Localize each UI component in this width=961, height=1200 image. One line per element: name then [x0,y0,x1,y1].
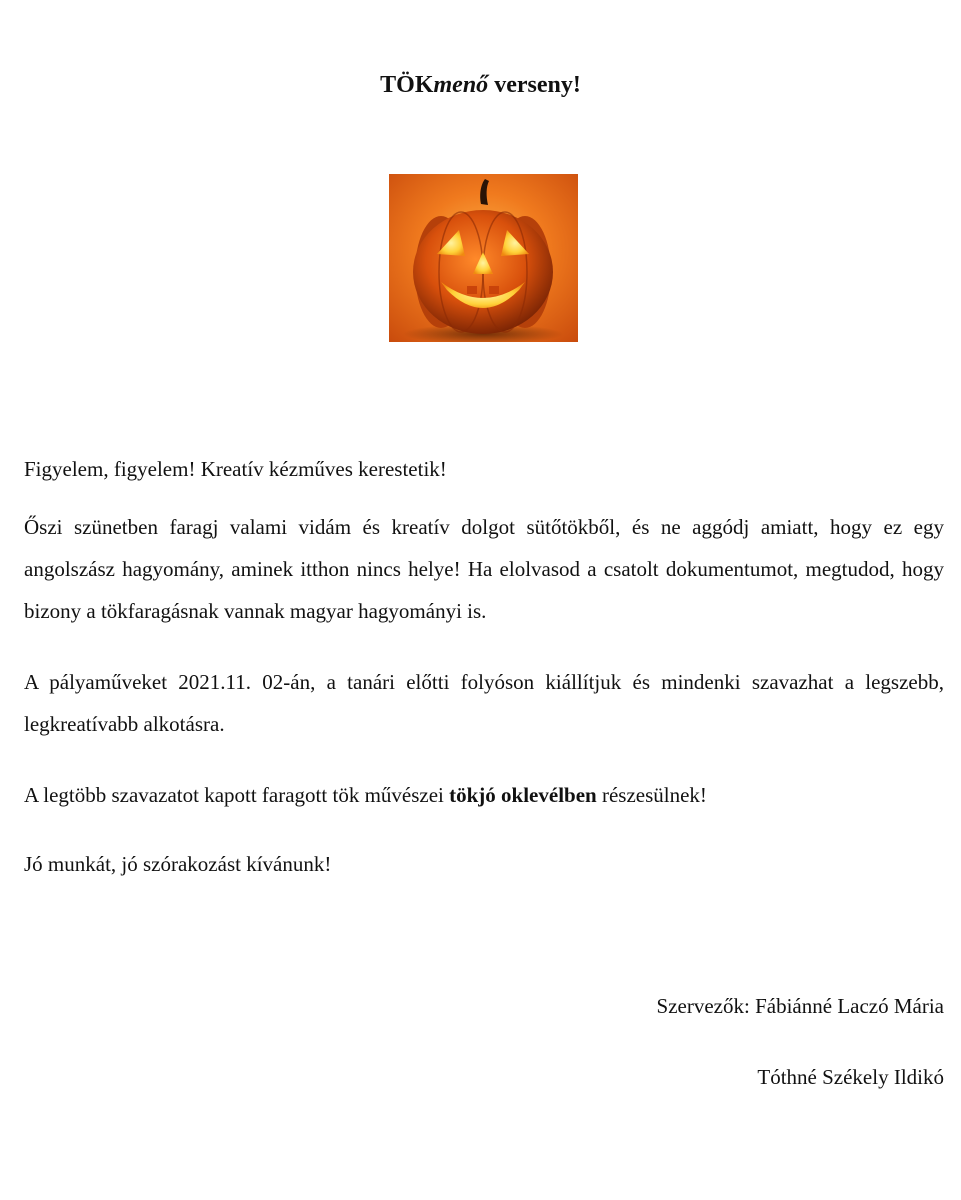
title-part-verseny: verseny! [488,72,581,98]
award-text-after: részesülnek! [596,783,707,807]
jack-o-lantern-image [389,174,578,342]
document-title [0,72,961,99]
signature-organizers: Szervezők: Fábiánné Laczó Mária [656,994,944,1018]
signature-second-organizer: Tóthné Székely Ildikó [757,1065,944,1089]
title-part-tok: TÖK [380,72,434,98]
award-text-before: A legtöbb szavazatot kapott faragott tök művészei [24,783,450,807]
award-text-bold: tökjó oklevélben [449,783,597,807]
jack-o-lantern-icon [389,174,578,342]
paragraph-intro: Őszi szünetben faragj valami vidám és kreatív dolgot sütőtökből, és ne aggódj amiatt, hogy ez egy angolszász hagyomány, aminek itthon nincs helye! Ha elolvasod a csatolt dokumentumot, megtudod, hogy bizony a tökfaragásnak vannak magyar hagyományi is. [24,515,944,623]
paragraph-exhibition: A pályaműveket 2021.11. 02-án, a tanári előtti folyóson kiállítjuk és mindenki szavazhat a legszebb, legkreatívabb alkotásra. [24,670,944,736]
paragraph-attention: Figyelem, figyelem! Kreatív kézműves kerestetik! [24,457,447,481]
paragraph-closing: Jó munkát, jó szórakozást kívánunk! [24,852,332,876]
paragraph-award [24,774,944,816]
title-part-meno: menő [433,72,489,98]
